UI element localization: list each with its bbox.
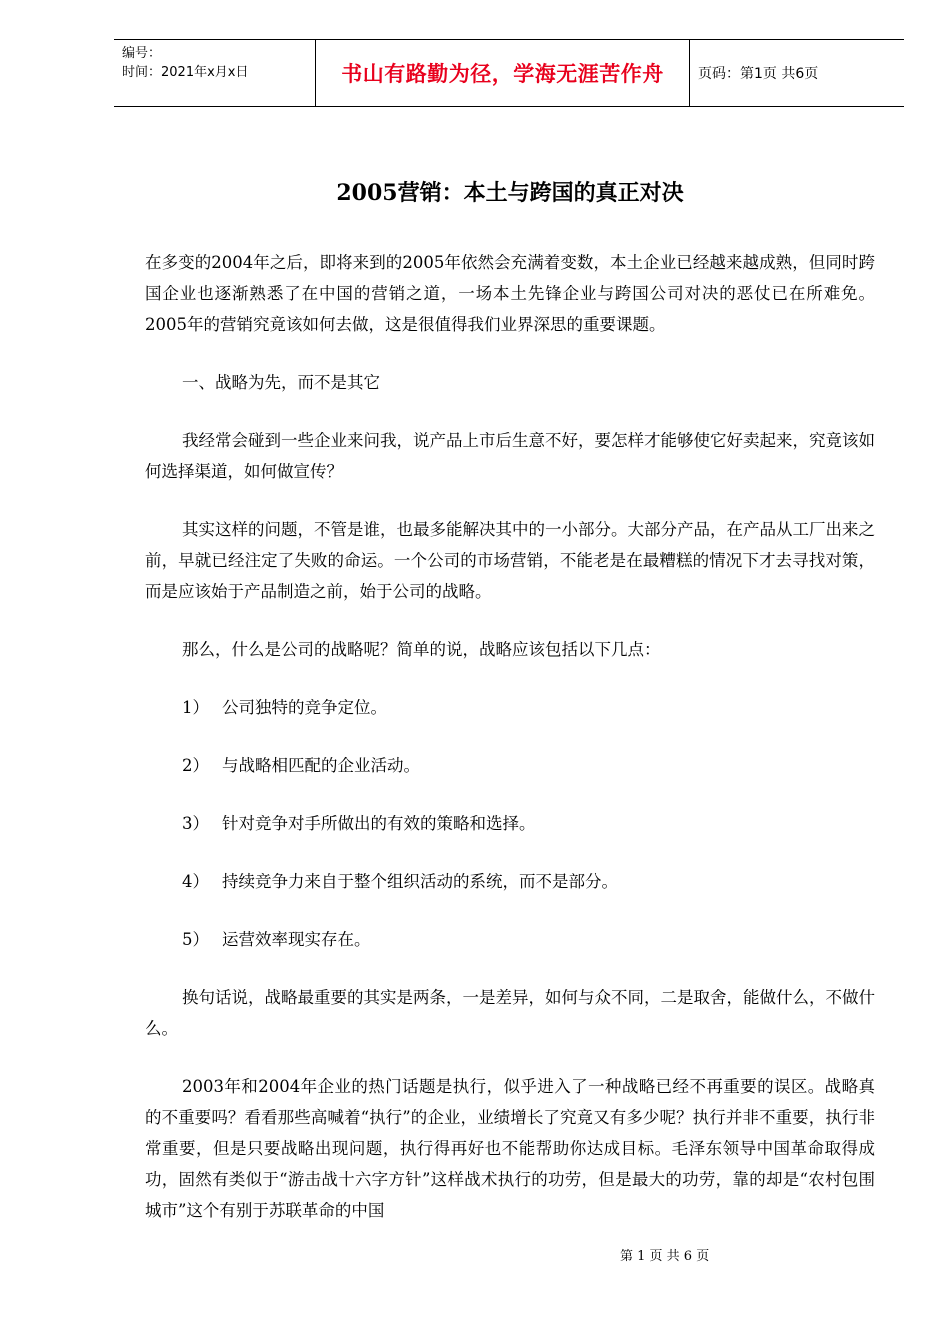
list-number: 3） (182, 814, 209, 833)
paragraph: 其实这样的问题，不管是谁，也最多能解决其中的一小部分。大部分产品，在产品从工厂出来之前，早就已经注定了失败的命运。一个公司的市场营销，不能老是在最糟糕的情况下才去寻找对策，而是应该始于产品制造之前，始于公司的战略。 (145, 520, 875, 601)
list-text: 针对竞争对手所做出的有效的策略和选择。 (222, 814, 536, 833)
page-footer: 第 1 页 共 6 页 (620, 1249, 710, 1264)
serial-number-label: 编号： (122, 46, 162, 61)
document-title: 2005营销：本土与跨国的真正对决 (336, 180, 684, 206)
paragraph: 换句话说，战略最重要的其实是两条，一是差异，如何与众不同，二是取舍，能做什么，不做什么。 (145, 988, 875, 1038)
list-text: 运营效率现实存在。 (222, 930, 371, 949)
list-number: 4） (182, 872, 209, 891)
list-item (182, 866, 875, 897)
paragraph: 我经常会碰到一些企业来问我，说产品上市后生意不好，要怎样才能够使它好卖起来，究竟该如何选择渠道，如何做宣传？ (145, 431, 875, 481)
section-heading: 一、战略为先，而不是其它 (182, 373, 380, 392)
list-item (182, 808, 875, 839)
list-item (182, 924, 875, 955)
list-text: 持续竞争力来自于整个组织活动的系统，而不是部分。 (222, 872, 618, 891)
paragraph: 那么，什么是公司的战略呢？简单的说，战略应该包括以下几点： (182, 640, 661, 659)
list-number: 5） (182, 930, 209, 949)
list-text: 与战略相匹配的企业活动。 (222, 756, 420, 775)
list-number: 2） (182, 756, 209, 775)
document-body (145, 247, 875, 1253)
header-motto: 书山有路勤为径，学海无涯苦作舟 (316, 40, 690, 106)
time-label: 时间：2021年x月x日 (122, 65, 249, 80)
paragraph-intro: 在多变的2004年之后，即将来到的2005年依然会充满着变数，本土企业已经越来越成熟，但同时跨国企业也逐渐熟悉了在中国的营销之道，一场本土先锋企业与跨国公司对决的恶仗已在所难免。2005年的营销究竟该如何去做，这是很值得我们业界深思的重要课题。 (145, 253, 875, 334)
header-page-info: 页码：第1页 共6页 (698, 66, 819, 82)
list-text: 公司独特的竞争定位。 (222, 698, 387, 717)
header-table (114, 39, 904, 107)
list-number: 1） (182, 698, 209, 717)
header-meta-cell (114, 40, 316, 106)
list-item (182, 750, 875, 781)
list-item (182, 692, 875, 723)
paragraph: 2003年和2004年企业的热门话题是执行，似乎进入了一种战略已经不再重要的误区。战略真的不重要吗？看看那些高喊着“执行”的企业，业绩增长了究竟又有多少呢？执行并非不重要，执行非常重要，但是只要战略出现问题，执行得再好也不能帮助你达成目标。毛泽东领导中国革命取得成功，固然有类似于“游击战十六字方针”这样战术执行的功劳，但是最大的功劳，靠的却是“农村包围城市”这个有别于苏联革命的中国 (145, 1077, 875, 1220)
